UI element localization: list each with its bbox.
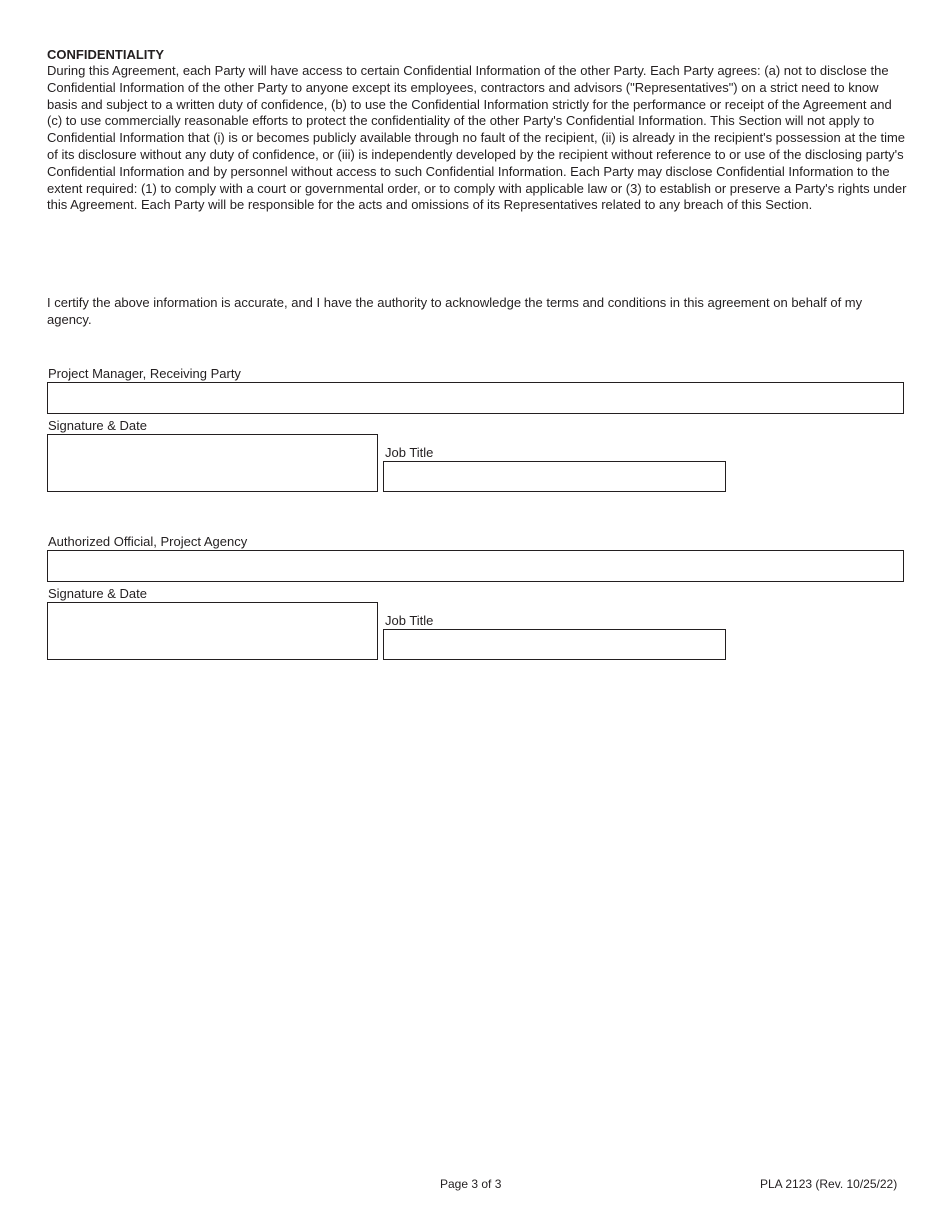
project-agency-job-title-field[interactable] [383,629,726,660]
project-agency-signature-label: Signature & Date [48,586,148,601]
project-agency-name-field[interactable] [47,550,904,582]
project-agency-signature-field[interactable] [47,602,378,660]
project-agency-name-label: Authorized Official, Project Agency [48,534,248,549]
receiving-party-name-field[interactable] [47,382,904,414]
receiving-party-job-title-label: Job Title [385,445,434,460]
receiving-party-job-title-field[interactable] [383,461,726,492]
receiving-party-signature-field[interactable] [47,434,378,492]
project-agency-job-title-label: Job Title [385,613,434,628]
form-id: PLA 2123 (Rev. 10/25/22) [760,1177,898,1191]
receiving-party-signature-label: Signature & Date [48,418,148,433]
section-heading: CONFIDENTIALITY [47,47,164,62]
page-number: Page 3 of 3 [440,1177,502,1191]
receiving-party-name-label: Project Manager, Receiving Party [48,366,241,381]
confidentiality-text: During this Agreement, each Party will have access to certain Confidential Information of the other Party. Each Party agrees: (a) not to disclose the Confidential Information of the other Party to anyone except its employees, contractors and advisors ("Representatives") on a strict need to know basis and subject to a written duty of confidence, (b) to use the Confidential Information strictly for the performance or receipt of the Agreement and (c) to use commercially reasonable efforts to protect the confidentiality of the other Party's Confidential Information. This Section will not apply to Confidential Information that (i) is or becomes publicly available through no fault of the recipient, (ii) is already in the recipient's possession at the time of its disclosure without any duty of confidence, or (iii) is independently developed by the recipient without reference to or use of the disclosing party's Confidential Information and by personnel without access to such Confidential Information. Each Party may disclose Confidential Information to the extent required: (1) to comply with a court or governmental order, or to comply with applicable law or (3) to establish or preserve a Party's rights under this Agreement. Each Party will be responsible for the acts and omissions of its Representatives related to any breach of this Section. [47,63,907,213]
certification-statement: I certify the above information is accurate, and I have the authority to acknowledge the terms and conditions in this agreement on behalf of my agency. [47,295,863,327]
